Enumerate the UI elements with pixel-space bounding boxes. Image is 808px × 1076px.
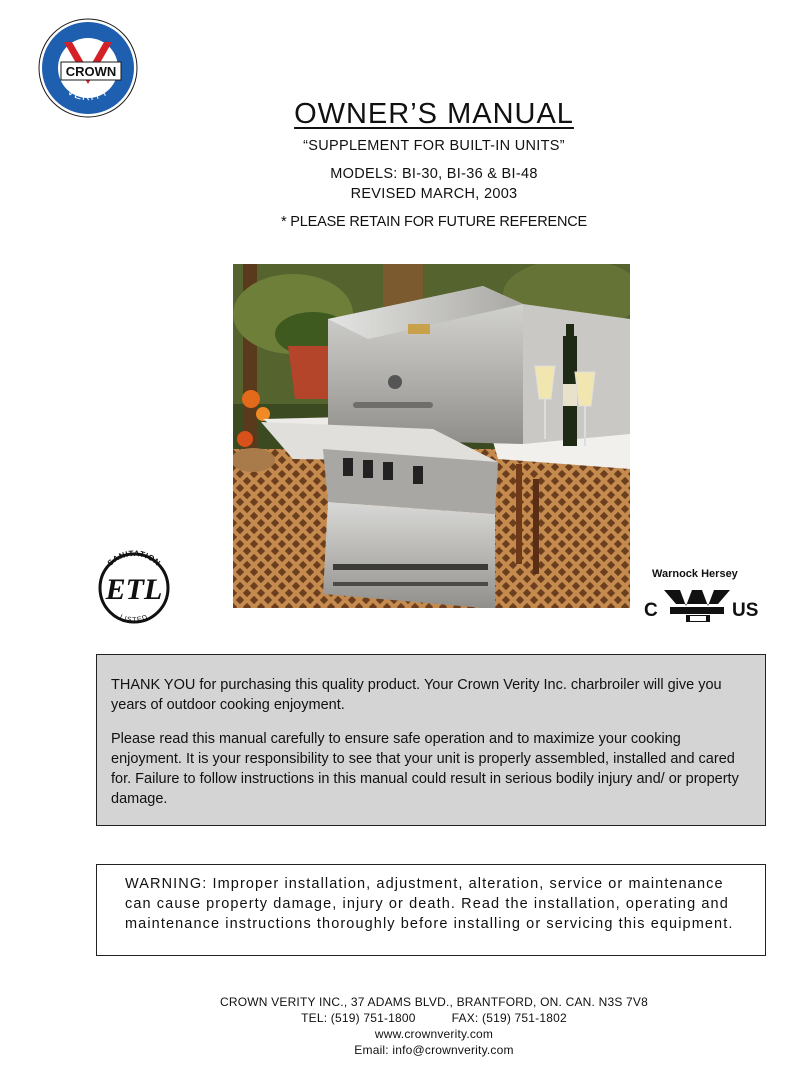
svg-text:LISTED [119, 614, 150, 624]
thank-you-panel [96, 654, 766, 826]
warning-box: WARNING: Improper installation, adjustment, alteration, service or maintenance can cause property damage, injury or death. Read the installation, operating and maintenance instructions thoroughly before installing or servicing this equipment. [96, 864, 766, 956]
wh-logo-icon [664, 588, 730, 624]
retain-note: * PLEASE RETAIN FOR FUTURE REFERENCE [281, 214, 587, 230]
website-link[interactable]: www.crownverity.com [374, 1027, 494, 1041]
phone-fax-line [60, 1010, 808, 1026]
email-link[interactable]: Email: info@crownverity.com [354, 1043, 514, 1057]
thank-you-paragraph: THANK YOU for purchasing this quality product. Your Crown Verity Inc. charbroiler will give you years of outdoor cooking enjoyment. [111, 677, 722, 713]
logo-brand-text: CROWN [65, 64, 117, 79]
wh-c-label: C [644, 600, 658, 621]
company-address: CROWN VERITY INC., 37 ADAMS BLVD., BRANTFORD, ON. CAN. N3S 7V8 [219, 995, 649, 1009]
safety-paragraph: Please read this manual carefully to ensure safe operation and to maximize your cooking enjoyment. It is your responsibility to see that your unit is properly assembled, installed and cared for. Failure to follow instructions in this manual could result in serious bodily injury and/ or property damage. [111, 731, 739, 807]
etl-top-text: SANITATION [105, 548, 163, 568]
fax: FAX: (519) 751-1802 [451, 1011, 567, 1025]
models-line: MODELS: BI-30, BI-36 & BI-48 [330, 166, 538, 182]
revised-date: REVISED MARCH, 2003 [350, 186, 518, 202]
warnock-hersey-mark [644, 568, 774, 628]
wh-name: Warnock Hersey [652, 568, 738, 580]
grill-product-photo [233, 264, 630, 608]
etl-mark-text: ETL [105, 573, 163, 606]
svg-text:SANITATION [106, 549, 163, 568]
page-title: OWNER’S MANUAL [294, 98, 574, 130]
logo-sub-text: VERITY [64, 85, 112, 104]
telephone: TEL: (519) 751-1800 [301, 1011, 416, 1025]
etl-bottom-text: LISTED [118, 613, 150, 624]
etl-sanitation-listed-mark [94, 548, 174, 624]
page-subtitle: “SUPPLEMENT FOR BUILT-IN UNITS” [303, 138, 565, 154]
company-contact-footer [0, 994, 808, 1058]
wh-us-label: US [732, 600, 759, 621]
